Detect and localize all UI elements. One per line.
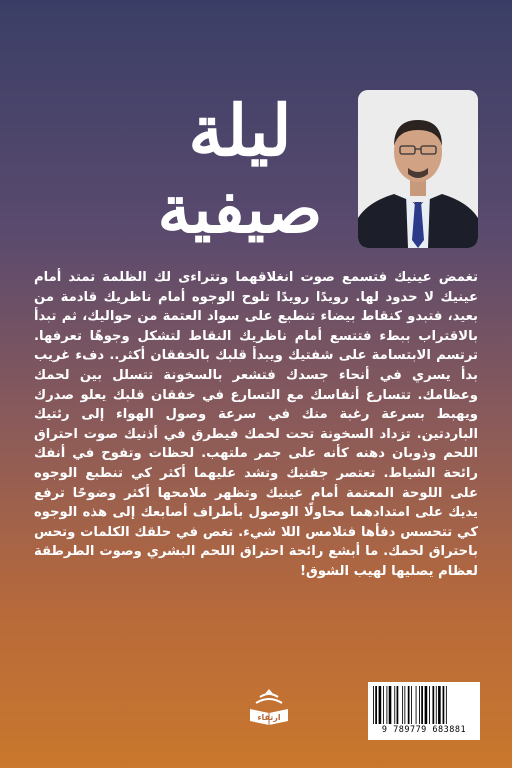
title-line-2: صيفية	[157, 170, 323, 248]
publisher-name: ارتقاء	[257, 713, 281, 722]
title-line-1: ليلة	[188, 89, 292, 172]
publisher-logo	[244, 683, 294, 733]
back-cover-blurb: تغمض عينيك فتسمع صوت انغلاقهما وتتراءى لك الظلمة تمتد أمام عينيك لا حدود لها. رويدًا رويدًا تلوح الوجوه أمام ناظريك قادمة من بعيد، فتبدو كنقاط بيضاء تنطبع على سواد العتمة من حواليك، ثم تبدأ بالاقتراب ببطء فتتسع أمام ناظريك النقاط لتشكل وجوهًا تعرفها. ترتسم الابتسامة على شفتيك ويبدأ قلبك بالخفقان أكثر.. دفء غريب بدأ يسري في أنحاء جسدك فتشعر بالسخونة تتسلل بين لحمك وعظامك. تتسارع أنفاسك مع التسارع في خفقان قلبك يعلو صدرك ويهبط بسرعة رغبة منك في سرعة وصول الهواء إلى رئتيك الباردتين. تزداد السخونة تحت لحمك فيطرق في أذنيك صوت احتراق اللحم وذوبان دهنه كأنه على جمر ملتهب. لحظات وتفوح في أنفك رائحة الشياط. تعتصر جفنيك وتشد عليهما أكثر كي تنطبع الوجوه على اللوحة المعتمة أمام عينيك وتظهر ملامحها أكثر وضوحًا ترفع يديك على امتدادهما محاولًا الوصول بأطراف أصابعك إلى هذه الوجوه كي تتحسس دفأها فتلامس اللا شيء. تغص في حلقك الكلمات وتحس باحتراق لحمك. ما أبشع رائحة احتراق اللحم البشري وصوت الطرطقة لعظام يصليها لهيب الشوق!	[34, 270, 478, 579]
author-photo	[358, 90, 478, 248]
isbn-number: 9 789779 683881	[381, 725, 467, 735]
author-portrait-icon	[358, 90, 478, 248]
book-logo-icon	[244, 683, 294, 733]
barcode-bars	[373, 686, 475, 724]
barcode	[368, 682, 480, 740]
book-title	[140, 89, 340, 248]
